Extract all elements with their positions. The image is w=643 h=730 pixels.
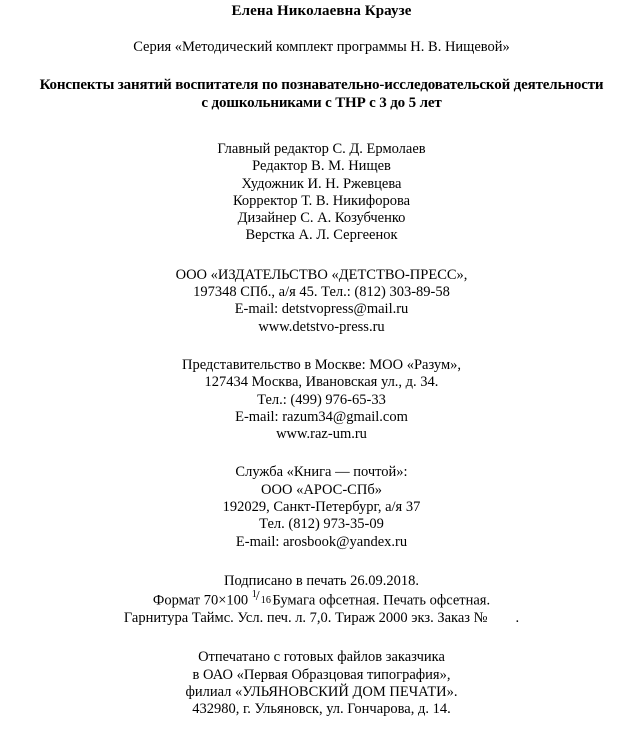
publisher-website: www.detstvo-press.ru [258, 318, 385, 335]
book-title-line-2: с дошкольниками с ТНР с 3 до 5 лет [201, 95, 442, 111]
print-signed-date: Подписано в печать 26.09.2018. [224, 572, 419, 589]
credit-layout: Верстка А. Л. Сергеенок [245, 227, 398, 244]
fraction-numerator: 1 [251, 588, 257, 600]
credit-designer: Дизайнер С. А. Козубченко [237, 210, 406, 227]
mail-service-phone: Тел. (812) 973-35-09 [259, 516, 384, 533]
format-fraction [251, 587, 271, 606]
moscow-office-phone: Тел.: (499) 976-65-33 [257, 391, 386, 408]
publisher-block [0, 267, 643, 336]
author-name: Елена Николаевна Краузе [231, 3, 412, 19]
publisher-name: ООО «ИЗДАТЕЛЬСТВО «ДЕТСТВО-ПРЕСС», [175, 266, 468, 283]
fraction-denominator: 16 [260, 594, 271, 606]
mail-service-block [0, 464, 643, 550]
book-title-block [0, 76, 643, 112]
print-typeface-suffix: . [515, 610, 520, 627]
credit-editor: Редактор В. М. Нищев [252, 158, 391, 175]
series-line: Серия «Методический комплект программы Н. В. Нищевой» [133, 39, 510, 55]
moscow-office-name: Представительство в Москве: МОО «Разум», [181, 356, 462, 373]
printer-address: 432980, г. Ульяновск, ул. Гончарова, д. 14. [192, 701, 451, 718]
book-title-line-1: Конспекты занятий воспитателя по познавательно-исследовательской деятельности [39, 77, 604, 93]
mail-service-title: Служба «Книга — почтой»: [235, 464, 408, 481]
printer-note: Отпечатано с готовых файлов заказчика [198, 649, 445, 666]
printer-company: в ОАО «Первая Образцовая типография», [192, 666, 451, 683]
printer-branch: филиал «УЛЬЯНОВСКИЙ ДОМ ПЕЧАТИ». [185, 683, 458, 700]
mail-service-company: ООО «АРОС-СПб» [261, 481, 382, 498]
credits-block [0, 141, 643, 245]
series-block [0, 38, 643, 56]
credit-proofreader: Корректор Т. В. Никифорова [232, 192, 411, 209]
credit-chief-editor: Главный редактор С. Д. Ермолаев [217, 141, 426, 157]
mail-service-email: E-mail: arosbook@yandex.ru [235, 533, 408, 550]
publisher-email: E-mail: detstvopress@mail.ru [234, 301, 409, 318]
print-info-block [0, 573, 643, 627]
moscow-office-block [0, 357, 643, 443]
credit-artist: Художник И. Н. Ржевцева [241, 175, 402, 192]
print-format-suffix: Бумага офсетная. Печать офсетная. [268, 592, 491, 609]
printer-block [0, 649, 643, 718]
moscow-office-address: 127434 Москва, Ивановская ул., д. 34. [204, 374, 439, 391]
print-typeface-prefix: Гарнитура Таймс. Усл. печ. л. 7,0. Тираж 2000 экз. Заказ № [123, 610, 488, 627]
author-block [0, 2, 643, 20]
print-format-line [0, 587, 643, 610]
print-format-prefix: Формат 70×100 [152, 592, 252, 609]
moscow-office-email: E-mail: razum34@gmail.com [235, 408, 408, 425]
print-typeface-line [0, 610, 643, 627]
fraction-slash: / [255, 587, 260, 603]
mail-service-address: 192029, Санкт-Петербург, а/я 37 [222, 499, 421, 516]
moscow-office-website: www.raz-um.ru [276, 426, 367, 443]
publisher-address: 197348 СПб., а/я 45. Тел.: (812) 303-89-58 [193, 284, 450, 301]
colophon-page [0, 2, 643, 730]
